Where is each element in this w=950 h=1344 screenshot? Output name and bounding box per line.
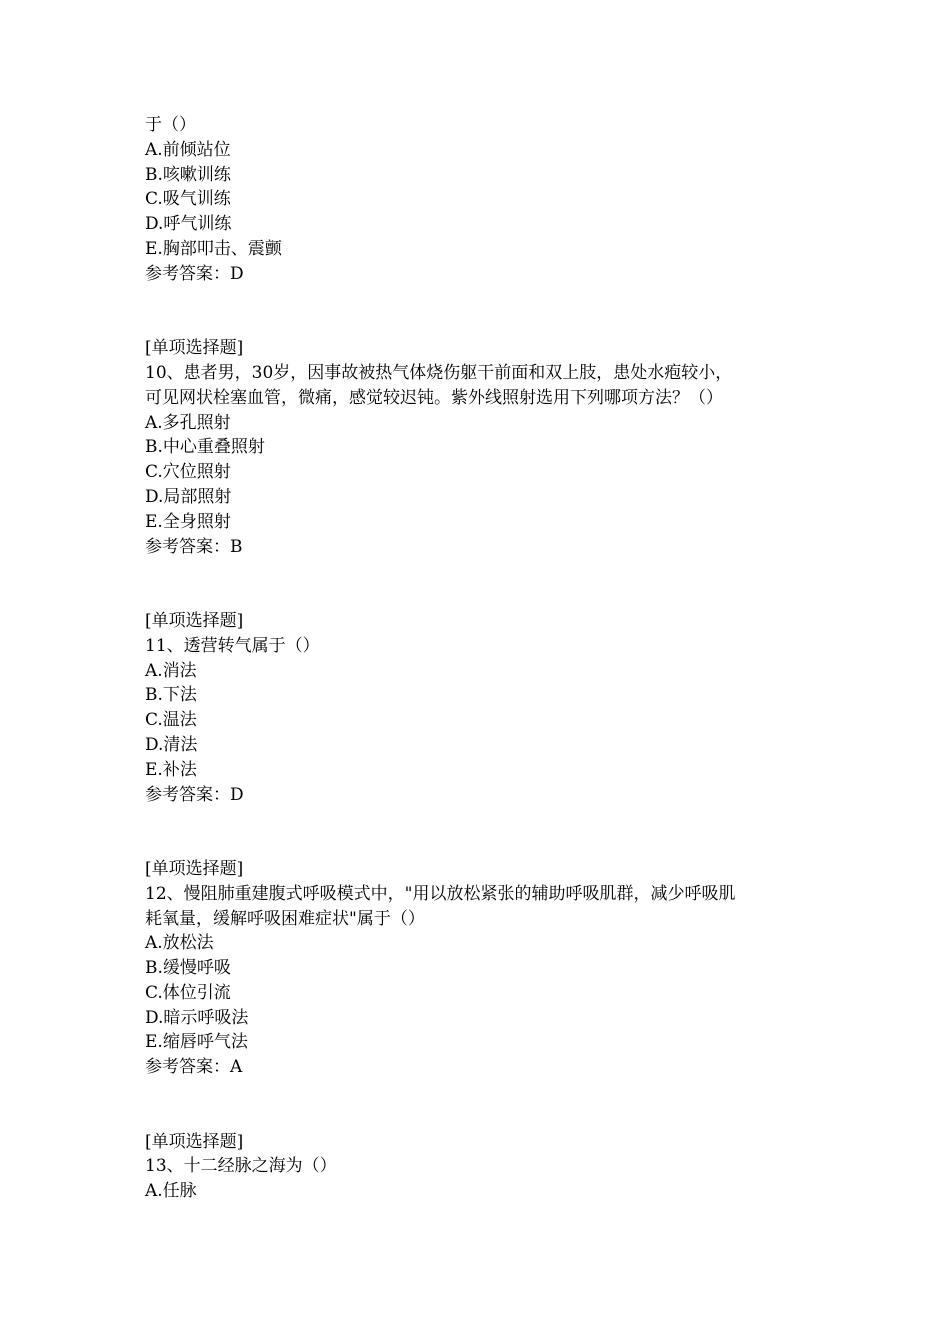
option-d: D.清法 — [145, 734, 198, 755]
question-11 — [145, 609, 815, 807]
question-stem-line: 10、患者男，30岁，因事故被热气体烧伤躯干前面和双上肢，患处水疱较小， — [145, 362, 733, 383]
question-stem-line: 11、透营转气属于（） — [145, 635, 320, 656]
question-12 — [145, 857, 815, 1080]
spacer — [145, 559, 815, 609]
answer-line: 参考答案：D — [145, 784, 244, 805]
option-c: C.温法 — [145, 710, 197, 731]
question-stem-line: 可见网状栓塞血管，微痛，感觉较迟钝。紫外线照射选用下列哪项方法？（） — [145, 387, 723, 408]
question-stem-line: 13、十二经脉之海为（） — [145, 1156, 337, 1177]
option-a: A.放松法 — [145, 933, 214, 954]
spacer — [145, 287, 815, 337]
question-type: [单项选择题] — [145, 858, 244, 879]
option-b: B.中心重叠照射 — [145, 437, 265, 458]
option-d: D.局部照射 — [145, 486, 232, 507]
option-b: B.下法 — [145, 685, 197, 706]
option-c: C.穴位照射 — [145, 462, 231, 483]
option-a: A.前倾站位 — [145, 139, 231, 160]
question-stem-tail: 于（） — [145, 115, 196, 135]
option-d: D.暗示呼吸法 — [145, 1007, 249, 1028]
option-a: A.消法 — [145, 660, 197, 681]
option-e: E.补法 — [145, 759, 197, 780]
option-d: D.呼气训练 — [145, 214, 232, 235]
question-13 — [145, 1130, 815, 1204]
spacer — [145, 807, 815, 857]
question-10 — [145, 336, 815, 559]
answer-line: 参考答案：A — [145, 1057, 243, 1078]
document-page — [145, 113, 815, 1204]
question-type: [单项选择题] — [145, 610, 244, 631]
option-e: E.全身照射 — [145, 511, 231, 532]
option-b: B.咳嗽训练 — [145, 164, 231, 185]
spacer — [145, 1080, 815, 1130]
question-type: [单项选择题] — [145, 338, 244, 359]
question-type: [单项选择题] — [145, 1131, 244, 1152]
option-a: A.任脉 — [145, 1181, 197, 1202]
question-9-continuation — [145, 113, 815, 287]
option-e: E.胸部叩击、震颤 — [145, 238, 282, 259]
answer-line: 参考答案：D — [145, 263, 244, 284]
option-a: A.多孔照射 — [145, 412, 231, 433]
answer-line: 参考答案：B — [145, 536, 243, 557]
option-e: E.缩唇呼气法 — [145, 1032, 248, 1053]
option-b: B.缓慢呼吸 — [145, 958, 231, 979]
question-stem-line: 耗氧量，缓解呼吸困难症状"属于（） — [145, 908, 425, 929]
question-stem-line: 12、慢阻肺重建腹式呼吸模式中，"用以放松紧张的辅助呼吸肌群，减少呼吸肌 — [145, 883, 736, 904]
option-c: C.吸气训练 — [145, 189, 231, 210]
option-c: C.体位引流 — [145, 982, 231, 1003]
